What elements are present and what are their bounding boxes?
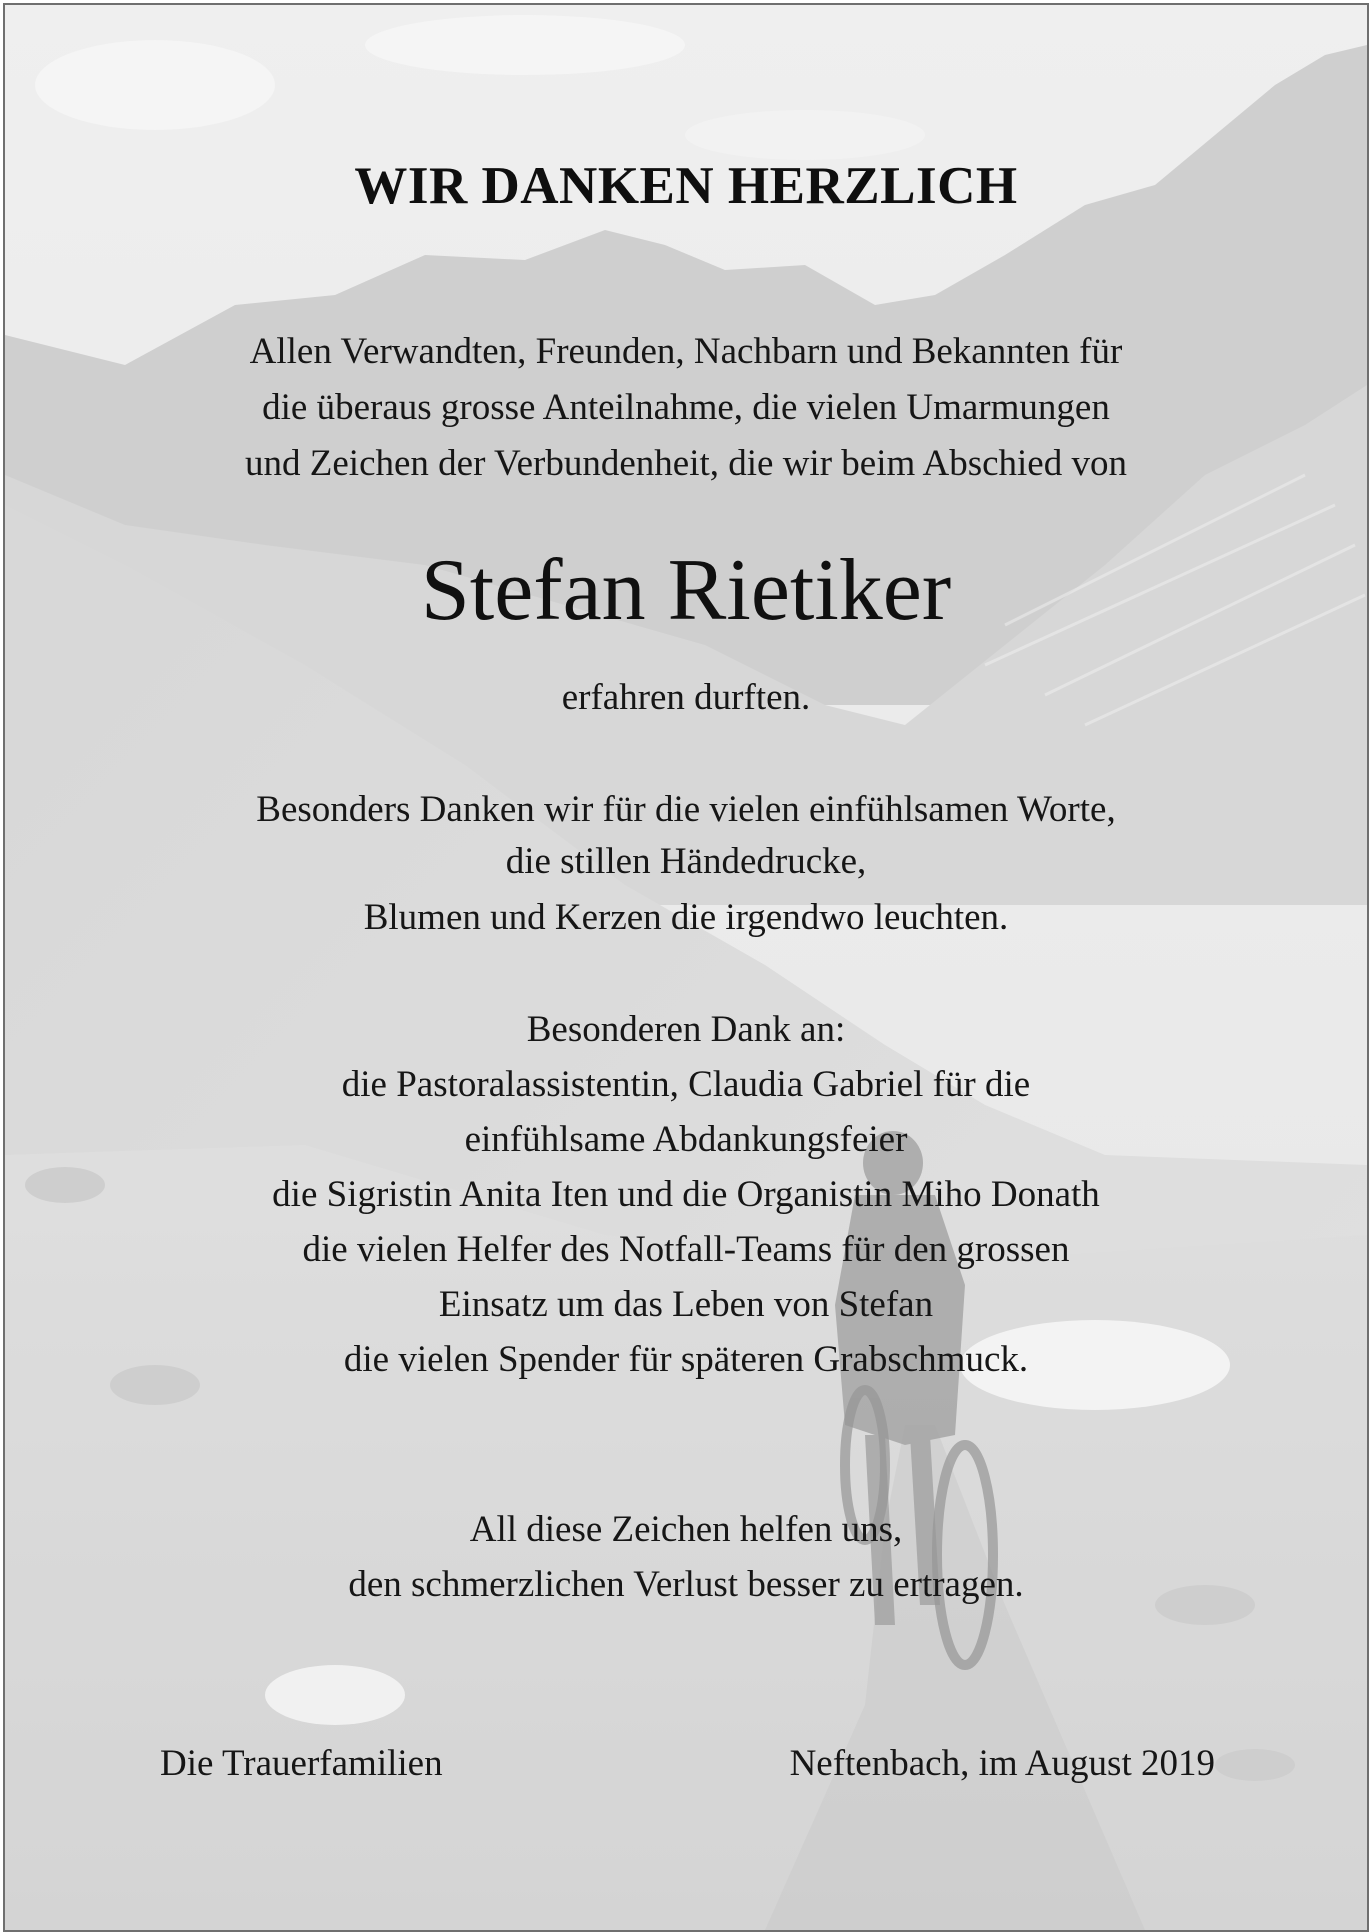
special-thanks-line-4: die Sigristin Anita Iten und die Organistin Miho Donath: [272, 1174, 1100, 1215]
after-name-line: erfahren durften.: [561, 677, 811, 718]
special-thanks-line-6: Einsatz um das Leben von Stefan: [438, 1284, 934, 1325]
intro-line-1: Allen Verwandten, Freunden, Nachbarn und Bekannten für: [249, 331, 1123, 372]
special-thanks-line-2: die Pastoralassistentin, Claudia Gabriel für die: [341, 1064, 1031, 1105]
special-thanks-line-1: Besonderen Dank an:: [526, 1009, 846, 1050]
special-thanks-line-7: die vielen Spender für späteren Grabschmuck.: [343, 1339, 1029, 1380]
deceased-name: Stefan Rietiker: [420, 542, 952, 639]
place-date: Neftenbach, im August 2019: [789, 1743, 1215, 1784]
closing-line-2: den schmerzlichen Verlust besser zu ertragen.: [348, 1564, 1024, 1605]
intro-line-3: und Zeichen der Verbundenheit, die wir beim Abschied von: [245, 443, 1127, 484]
obituary-notice: [3, 3, 1369, 1932]
thanks-line-1: Besonders Danken wir für die vielen einfühlsamen Worte,: [256, 789, 1116, 830]
notice-text: [5, 5, 1367, 1930]
special-thanks-line-3: einfühlsame Abdankungsfeier: [464, 1119, 908, 1160]
closing-line-1: All diese Zeichen helfen uns,: [469, 1509, 903, 1550]
thanks-line-2: die stillen Händedrucke,: [505, 841, 867, 882]
intro-line-2: die überaus grosse Anteilnahme, die vielen Umarmungen: [262, 387, 1110, 428]
notice-heading: WIR DANKEN HERZLICH: [354, 157, 1018, 215]
thanks-line-3: Blumen und Kerzen die irgendwo leuchten.: [363, 897, 1009, 938]
special-thanks-line-5: die vielen Helfer des Notfall-Teams für den grossen: [302, 1229, 1070, 1270]
signature: Die Trauerfamilien: [160, 1743, 443, 1784]
